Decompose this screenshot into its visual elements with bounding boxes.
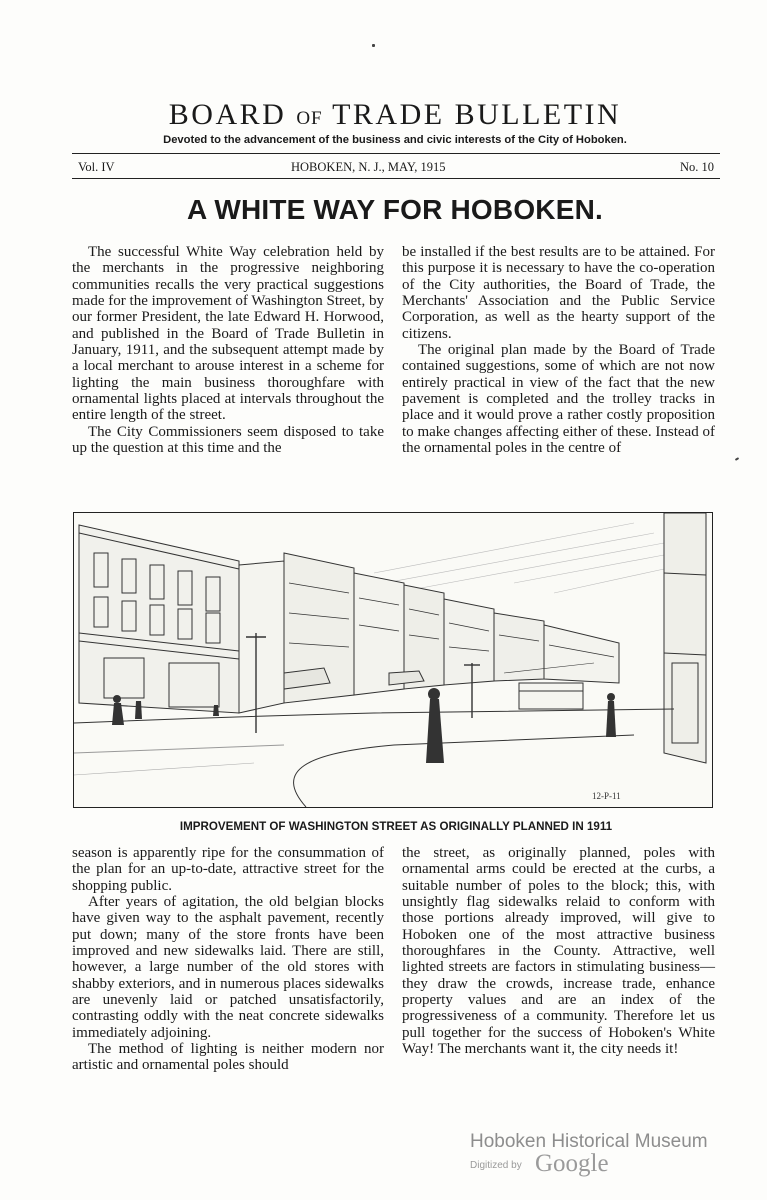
paragraph: The method of lighting is neither modern nor artistic and ornamental poles should (72, 1041, 384, 1074)
paragraph: After years of agitation, the old belgian blocks have given way to the asphalt pavement, recently put down; many of the store fronts have been improved and new sidewalks laid. There are still, however, a large number of the old stores with shabby exteriors, and in numerous places sidewalks are unevenly laid or patched unsatisfactorily, contrasting oddly with the neat concrete sidewalks immediately adjoining. (72, 894, 384, 1041)
street-curb (74, 709, 674, 807)
masthead-title (70, 98, 720, 136)
street-drawing (74, 513, 712, 807)
article-headline: A WHITE WAY FOR HOBOKEN. (186, 194, 603, 225)
masthead-title-of: OF (296, 108, 323, 129)
paragraph: The successful White Way celebration held by the merchants in the progressive neighboring communities recalls the very practical suggestions made for the improvement of Washington Street, by our former President, the late Edward H. Horwood, and published in the Board of Trade Bulletin in January, 1911, and the subsequent attempt made by a local merchant to arouse interest in a scheme for lighting the main business thoroughfare with ornamental lights placed at intervals throughout the entire length of the street. (72, 244, 384, 424)
print-speck (735, 457, 739, 461)
place-date: HOBOKEN, N. J., MAY, 1915 (291, 160, 446, 174)
masthead-title-part2: TRADE BULLETIN (332, 98, 622, 131)
paragraph: season is apparently ripe for the consummation of the plan for an up-to-date, attractive street for the shopping public. (72, 845, 384, 894)
column-4 (402, 845, 715, 1057)
paragraph: The original plan made by the Board of Trade contained suggestions, some of which are not now entirely practical in view of the fact that the new pavement is completed and the trolley tracks in place and it would prove a rather costly proposition to make changes affecting either of these. Instead of the ornamental poles in the centre of (402, 342, 715, 457)
paragraph: be installed if the best results are to be attained. For this purpose it is necessary to have the co-operation of the City authorities, the Board of Trade, the Merchants' Association and the Public Service Corporation, as well as the hearty support of the citizens. (402, 244, 715, 342)
street-illustration (73, 512, 713, 808)
google-watermark: Google (535, 1150, 609, 1177)
rule-top (72, 153, 720, 154)
digitized-by-label: Digitized by (470, 1160, 522, 1171)
column-1 (72, 244, 384, 456)
paragraph: the street, as originally planned, poles with ornamental arms could be erected at the curbs, a suitable number of poles to the block; this, with unsightly flag sidewalks relaid to conform with those portions already improved, will give to Hoboken one of the most attractive business thoroughfares in the County. Attractive, well lighted streets are factors in stimulating business—they draw the crowds, increase trade, enhance property values and are an index of the progressiveness of a community. Therefore let us pull together for the success of Hoboken's White Way! The merchants want it, the city needs it! (402, 845, 715, 1058)
volume-label: Vol. IV (78, 160, 115, 174)
illustration-caption: IMPROVEMENT OF WASHINGTON STREET AS ORIGINALLY PLANNED IN 1911 (179, 820, 613, 833)
sky-hatching (374, 523, 664, 593)
masthead-tagline: Devoted to the advancement of the business and civic interests of the City of Hoboken. (163, 134, 627, 146)
issue-number: No. 10 (679, 160, 714, 174)
column-3 (72, 845, 384, 1074)
rule-bottom (72, 178, 720, 179)
paragraph: The City Commissioners seem disposed to take up the question at this time and the (72, 423, 384, 457)
masthead-title-part1: BOARD (168, 98, 287, 131)
museum-watermark: Hoboken Historical Museum (470, 1131, 708, 1152)
artist-signature: 12-P-11 (592, 791, 621, 801)
column-2 (402, 244, 715, 456)
corner-building (79, 525, 239, 713)
right-building (664, 513, 706, 763)
print-speck (372, 44, 375, 47)
